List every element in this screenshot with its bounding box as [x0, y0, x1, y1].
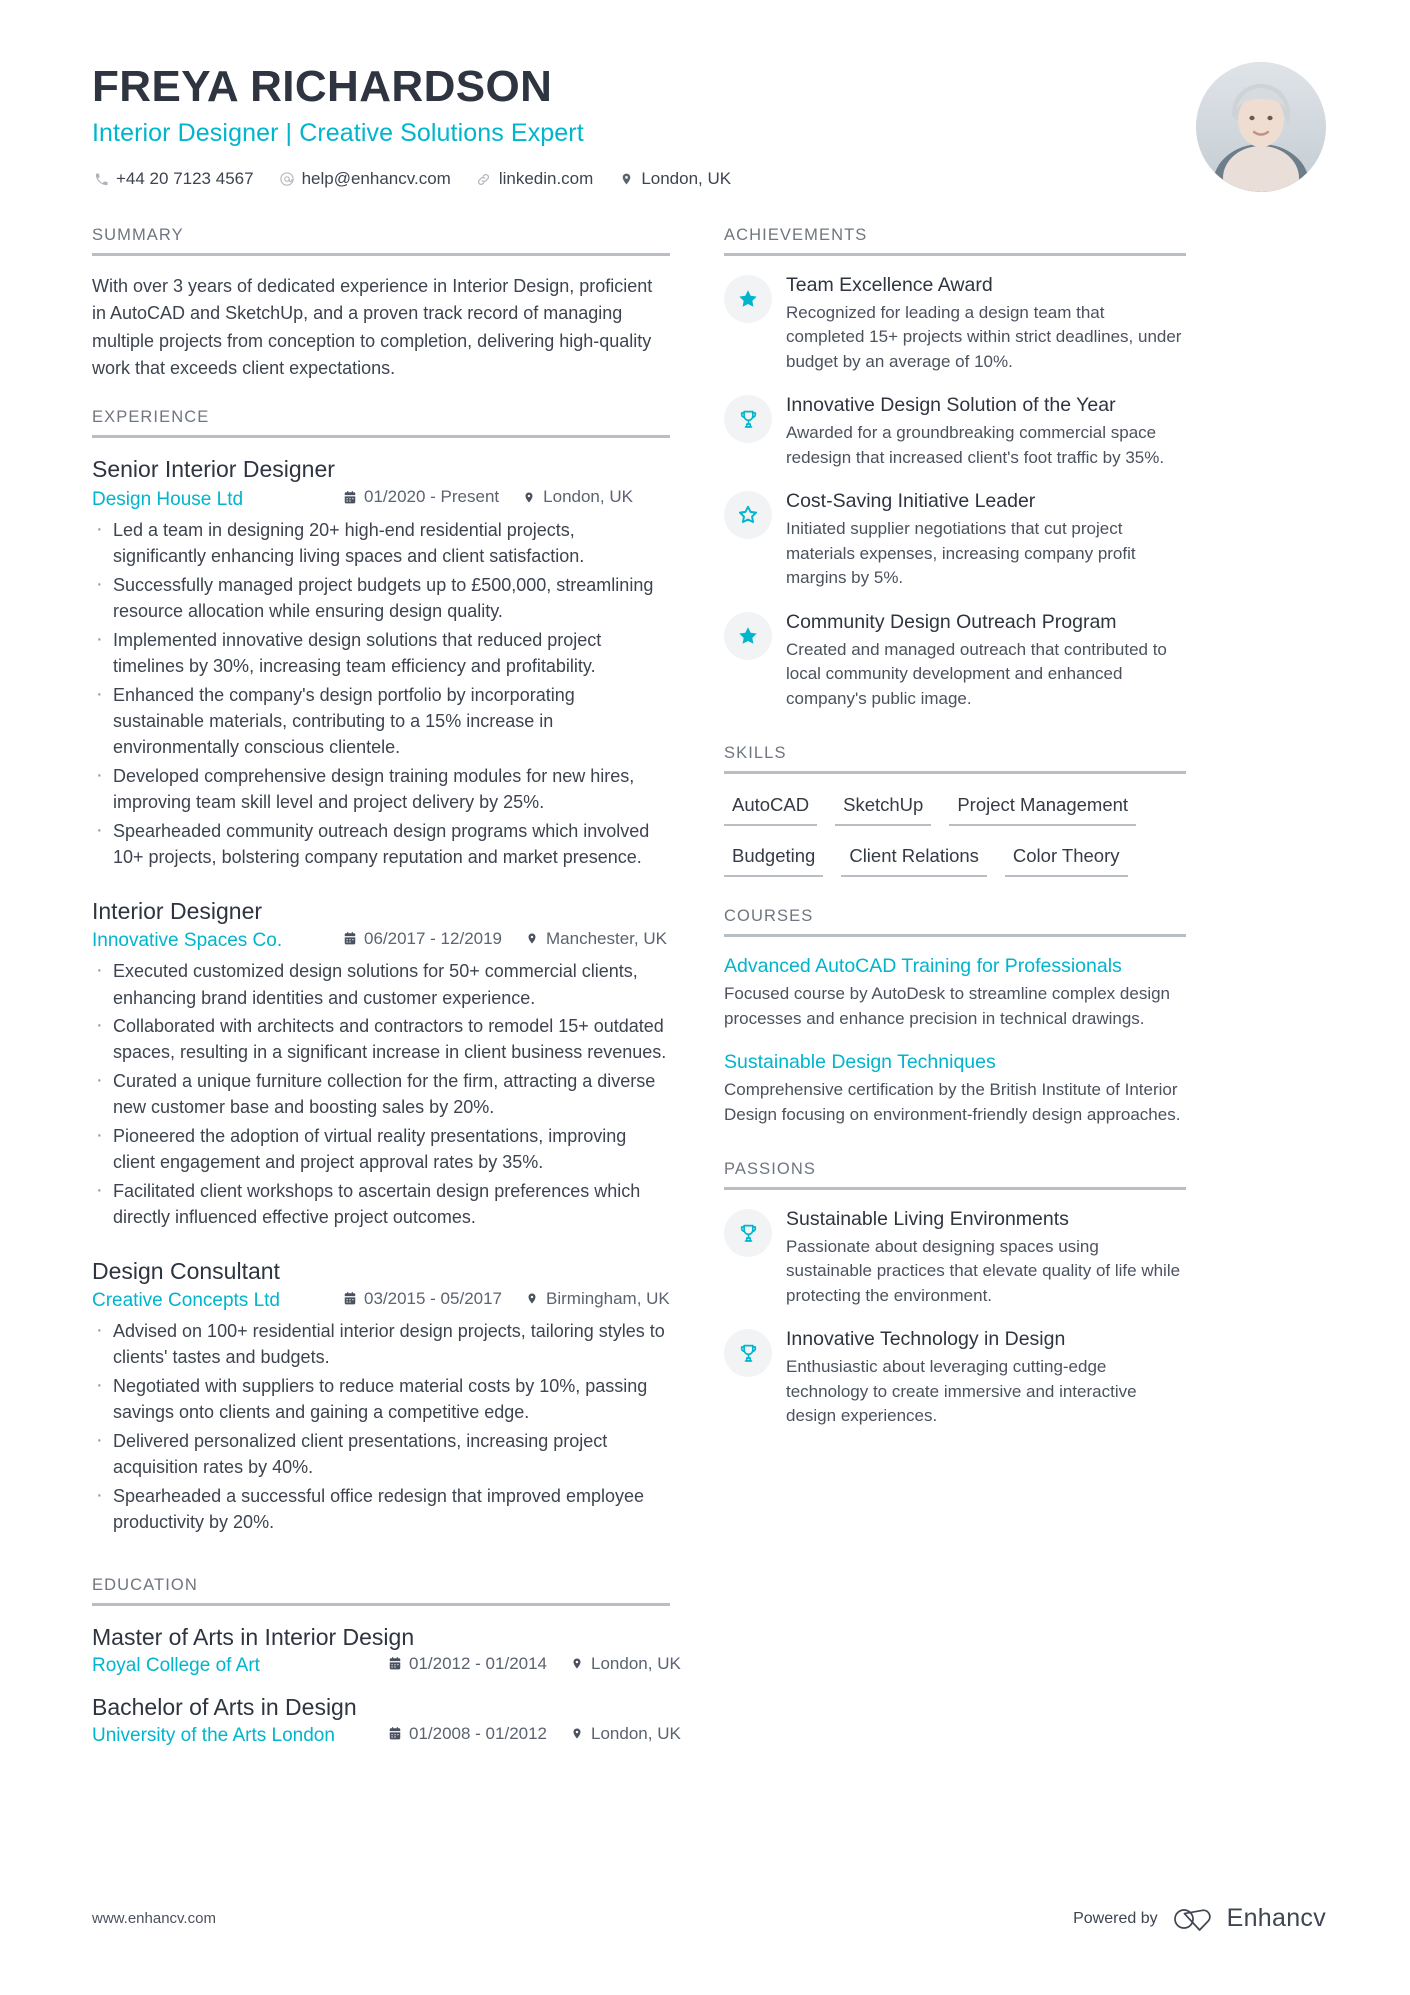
course-desc: Focused course by AutoDesk to streamline complex design processes and enhance precision in technical drawings.: [724, 984, 1171, 1028]
experience-location: [521, 487, 633, 507]
education-location: [569, 1724, 681, 1744]
experience-item: [92, 897, 670, 1231]
education-location-text: London, UK: [591, 1653, 681, 1673]
phone-icon: [92, 170, 110, 188]
achievement-item: [724, 273, 1186, 374]
contact-email[interactable]: [278, 169, 451, 189]
spacer: [92, 1562, 670, 1576]
enhancv-brand: [1172, 1904, 1326, 1933]
experience-company[interactable]: Innovative Spaces Co.: [92, 930, 283, 952]
achievement-body: [786, 489, 1186, 590]
education-degree: Bachelor of Arts in Design: [92, 1694, 357, 1721]
experience-dates-text: 06/2017 - 12/2019: [364, 928, 503, 948]
achievement-body: [786, 273, 1186, 374]
section-rule: [92, 253, 670, 256]
passion-title: Sustainable Living Environments: [786, 1208, 1069, 1230]
experience-meta: [92, 487, 670, 511]
right-column: [724, 226, 1186, 1448]
spacer: [724, 893, 1186, 907]
passion-body: [786, 1207, 1186, 1308]
calendar-icon: [387, 1726, 402, 1742]
section-courses: [724, 907, 1186, 1127]
section-title-education: EDUCATION: [92, 1575, 198, 1594]
education-meta: [92, 1653, 681, 1678]
resume-header: [0, 0, 1410, 200]
education-dates-text: 01/2012 - 01/2014: [409, 1653, 548, 1673]
contact-phone-text: +44 20 7123 4567: [116, 169, 254, 189]
location-icon: [569, 1656, 584, 1672]
list-item: · Advised on 100+ residential interior design projects, tailoring styles to clients' tastes and budgets.: [92, 1318, 670, 1371]
spacer: [92, 382, 670, 408]
candidate-name: FREYA RICHARDSON: [92, 62, 553, 111]
passion-item: [724, 1207, 1186, 1308]
achievement-title: Team Excellence Award: [786, 274, 993, 296]
achievement-title: Community Design Outreach Program: [786, 610, 1117, 633]
course-item: [724, 1050, 1186, 1127]
section-rule: [724, 934, 1186, 937]
section-title-passions: PASSIONS: [724, 1160, 816, 1178]
section-achievements: [724, 226, 1186, 711]
passion-title: Innovative Technology in Design: [786, 1328, 1066, 1351]
powered-by-label: Powered by: [1073, 1909, 1158, 1927]
experience-dates-text: 03/2015 - 05/2017: [364, 1288, 503, 1308]
education-degree: Master of Arts in Interior Design: [92, 1623, 415, 1650]
course-desc: Comprehensive certification by the British Institute of Interior Design focusing on environment-friendly design approaches.: [724, 1080, 1181, 1124]
education-item: [92, 1693, 681, 1747]
skill-tag: Client Relations: [841, 842, 987, 877]
trophy-icon: [724, 1329, 772, 1377]
email-icon: [278, 170, 296, 188]
skills-list: [724, 791, 1186, 893]
calendar-icon: [342, 931, 357, 947]
experience-bullets: [92, 1318, 670, 1536]
section-passions: [724, 1160, 1186, 1429]
passion-desc: Passionate about designing spaces using sustainable practices that elevate quality of life while protecting the environment.: [786, 1236, 1181, 1305]
achievement-desc: Initiated supplier negotiations that cut project materials expenses, increasing company profit margins by 5%.: [786, 519, 1136, 588]
list-item: · Developed comprehensive design training modules for new hires, improving team skill level and project delivery by 25%.: [92, 763, 670, 816]
education-location: [569, 1654, 681, 1674]
list-item: · Executed customized design solutions for 50+ commercial clients, enhancing brand identities and customer experience.: [92, 958, 670, 1011]
list-item: · Negotiated with suppliers to reduce material costs by 10%, passing savings onto clients and gaining a competitive edge.: [92, 1373, 670, 1426]
section-title-achievements: ACHIEVEMENTS: [724, 226, 868, 244]
experience-location: [524, 929, 667, 949]
section-title-summary: SUMMARY: [92, 226, 184, 244]
summary-text: With over 3 years of dedicated experience in Interior Design, proficient in AutoCAD and SketchUp, and a proven track record of managing multiple projects from conception to completion, delivering high-quality work that exceeds client expectations.: [92, 276, 653, 379]
skill-tag: Budgeting: [724, 842, 823, 877]
spacer: [724, 1146, 1186, 1160]
achievement-body: [786, 393, 1186, 470]
list-item: · Curated a unique furniture collection for the firm, attracting a diverse new customer base and boosting sales by 20%.: [92, 1068, 670, 1121]
passion-body: [786, 1327, 1186, 1428]
section-rule: [724, 1187, 1186, 1190]
list-item: · Enhanced the company's design portfolio by incorporating sustainable materials, contributing to a 15% increase in environmentally conscious clientele.: [92, 682, 670, 761]
achievement-title: Cost-Saving Initiative Leader: [786, 490, 1036, 513]
list-item: · Pioneered the adoption of virtual reality presentations, improving client engagement and project approval rates by 35%.: [92, 1123, 670, 1176]
contact-row: [92, 169, 1326, 189]
resume-footer: [0, 1904, 1410, 1933]
experience-item: [92, 1257, 670, 1536]
course-title[interactable]: Sustainable Design Techniques: [724, 1051, 996, 1074]
education-location-text: London, UK: [591, 1723, 681, 1743]
enhancv-brand-name: Enhancv: [1226, 1904, 1326, 1932]
enhancv-logo-icon: [1172, 1906, 1218, 1932]
footer-url[interactable]: www.enhancv.com: [92, 1910, 216, 1927]
resume-body: [0, 226, 1410, 1763]
education-dates: [387, 1654, 547, 1674]
experience-meta: [92, 1289, 670, 1313]
section-rule: [92, 1603, 670, 1606]
skill-tag: Color Theory: [1005, 842, 1128, 877]
trophy-icon: [724, 395, 772, 443]
education-meta: [92, 1723, 681, 1748]
achievement-title: Innovative Design Solution of the Year: [786, 394, 1116, 417]
course-title[interactable]: Advanced AutoCAD Training for Professionals: [724, 955, 1122, 978]
calendar-icon: [387, 1656, 402, 1672]
education-dates-text: 01/2008 - 01/2012: [409, 1723, 548, 1743]
contact-link[interactable]: [475, 169, 594, 189]
avatar: [1196, 62, 1326, 192]
contact-link-text: linkedin.com: [498, 169, 594, 189]
star-outline-icon: [724, 491, 772, 539]
skill-tag: Project Management: [949, 791, 1136, 826]
section-rule: [92, 435, 670, 438]
experience-item: [92, 455, 670, 870]
education-dates: [387, 1724, 547, 1744]
location-icon: [569, 1726, 584, 1742]
experience-company[interactable]: Design House Ltd: [92, 488, 244, 510]
list-item: · Spearheaded community outreach design programs which involved 10+ projects, bolstering company reputation and market presence.: [92, 818, 670, 871]
achievement-body: [786, 610, 1186, 711]
section-summary: [92, 226, 670, 382]
section-rule: [724, 771, 1186, 774]
list-item: · Implemented innovative design solutions that reduced project timelines by 30%, increasing team efficiency and profitability.: [92, 627, 670, 680]
star-filled-icon: [724, 275, 772, 323]
experience-company[interactable]: Creative Concepts Ltd: [92, 1290, 280, 1312]
section-title-experience: EXPERIENCE: [92, 408, 210, 427]
education-school[interactable]: University of the Arts London: [92, 1725, 335, 1747]
experience-dates: [342, 1289, 502, 1309]
list-item: · Spearheaded a successful office redesign that improved employee productivity by 20%.: [92, 1483, 670, 1536]
skill-tag: AutoCAD: [724, 791, 817, 826]
experience-location-text: Birmingham, UK: [546, 1288, 670, 1308]
experience-role: Senior Interior Designer: [92, 456, 335, 483]
achievement-item: [724, 610, 1186, 711]
section-skills: [724, 744, 1186, 893]
spacer: [724, 730, 1186, 744]
section-title-courses: COURSES: [724, 907, 814, 926]
calendar-icon: [342, 1291, 357, 1307]
experience-meta: [92, 929, 670, 953]
course-item: [724, 954, 1186, 1031]
location-icon: [521, 489, 536, 505]
experience-dates: [342, 929, 502, 949]
list-item: · Led a team in designing 20+ high-end residential projects, significantly enhancing living spaces and client satisfaction.: [92, 517, 670, 570]
experience-bullets: [92, 517, 670, 871]
location-icon: [524, 931, 539, 947]
contact-location-text: London, UK: [641, 169, 732, 189]
skill-tag: SketchUp: [835, 791, 931, 826]
experience-bullets: [92, 958, 670, 1231]
location-icon: [617, 170, 635, 188]
footer-branding: [1073, 1904, 1326, 1933]
list-item: · Facilitated client workshops to ascertain design preferences which directly influenced effective project outcomes.: [92, 1178, 670, 1231]
section-experience: [92, 408, 670, 1535]
experience-dates: [342, 487, 499, 507]
contact-location: [617, 169, 731, 189]
section-education: [92, 1575, 681, 1748]
education-school[interactable]: Royal College of Art: [92, 1655, 260, 1677]
left-column: [92, 226, 681, 1763]
experience-location: [524, 1289, 670, 1309]
list-item: · Collaborated with architects and contractors to remodel 15+ outdated spaces, resulting in a significant increase in client business revenues.: [92, 1013, 670, 1066]
calendar-icon: [342, 489, 357, 505]
experience-location-text: Manchester, UK: [546, 928, 667, 948]
achievement-desc: Created and managed outreach that contributed to local community development and enhanced company's public image.: [786, 639, 1167, 708]
trophy-icon: [724, 1209, 772, 1257]
candidate-tagline: Interior Designer | Creative Solutions Expert: [92, 119, 584, 148]
achievement-item: [724, 489, 1186, 590]
contact-phone[interactable]: [92, 169, 254, 189]
experience-role: Design Consultant: [92, 1257, 280, 1284]
experience-role: Interior Designer: [92, 897, 263, 924]
star-filled-icon: [724, 612, 772, 660]
section-title-skills: SKILLS: [724, 743, 787, 762]
experience-location-text: London, UK: [543, 487, 633, 507]
education-item: [92, 1623, 681, 1677]
achievement-item: [724, 393, 1186, 470]
link-icon: [475, 170, 493, 188]
passion-desc: Enthusiastic about leveraging cutting-edge technology to create immersive and interactive design experiences.: [786, 1357, 1137, 1426]
list-item: · Delivered personalized client presentations, increasing project acquisition rates by 40%.: [92, 1428, 670, 1481]
section-rule: [724, 253, 1186, 256]
achievement-desc: Recognized for leading a design team that completed 15+ projects within strict deadlines, under budget by an average of 10%.: [786, 302, 1182, 371]
list-item: · Successfully managed project budgets up to £500,000, streamlining resource allocation while ensuring design quality.: [92, 572, 670, 625]
achievement-desc: Awarded for a groundbreaking commercial space redesign that increased client's foot traffic by 35%.: [786, 423, 1165, 467]
location-icon: [524, 1291, 539, 1307]
passion-item: [724, 1327, 1186, 1428]
contact-email-text: help@enhancv.com: [301, 169, 451, 189]
experience-dates-text: 01/2020 - Present: [364, 487, 500, 507]
